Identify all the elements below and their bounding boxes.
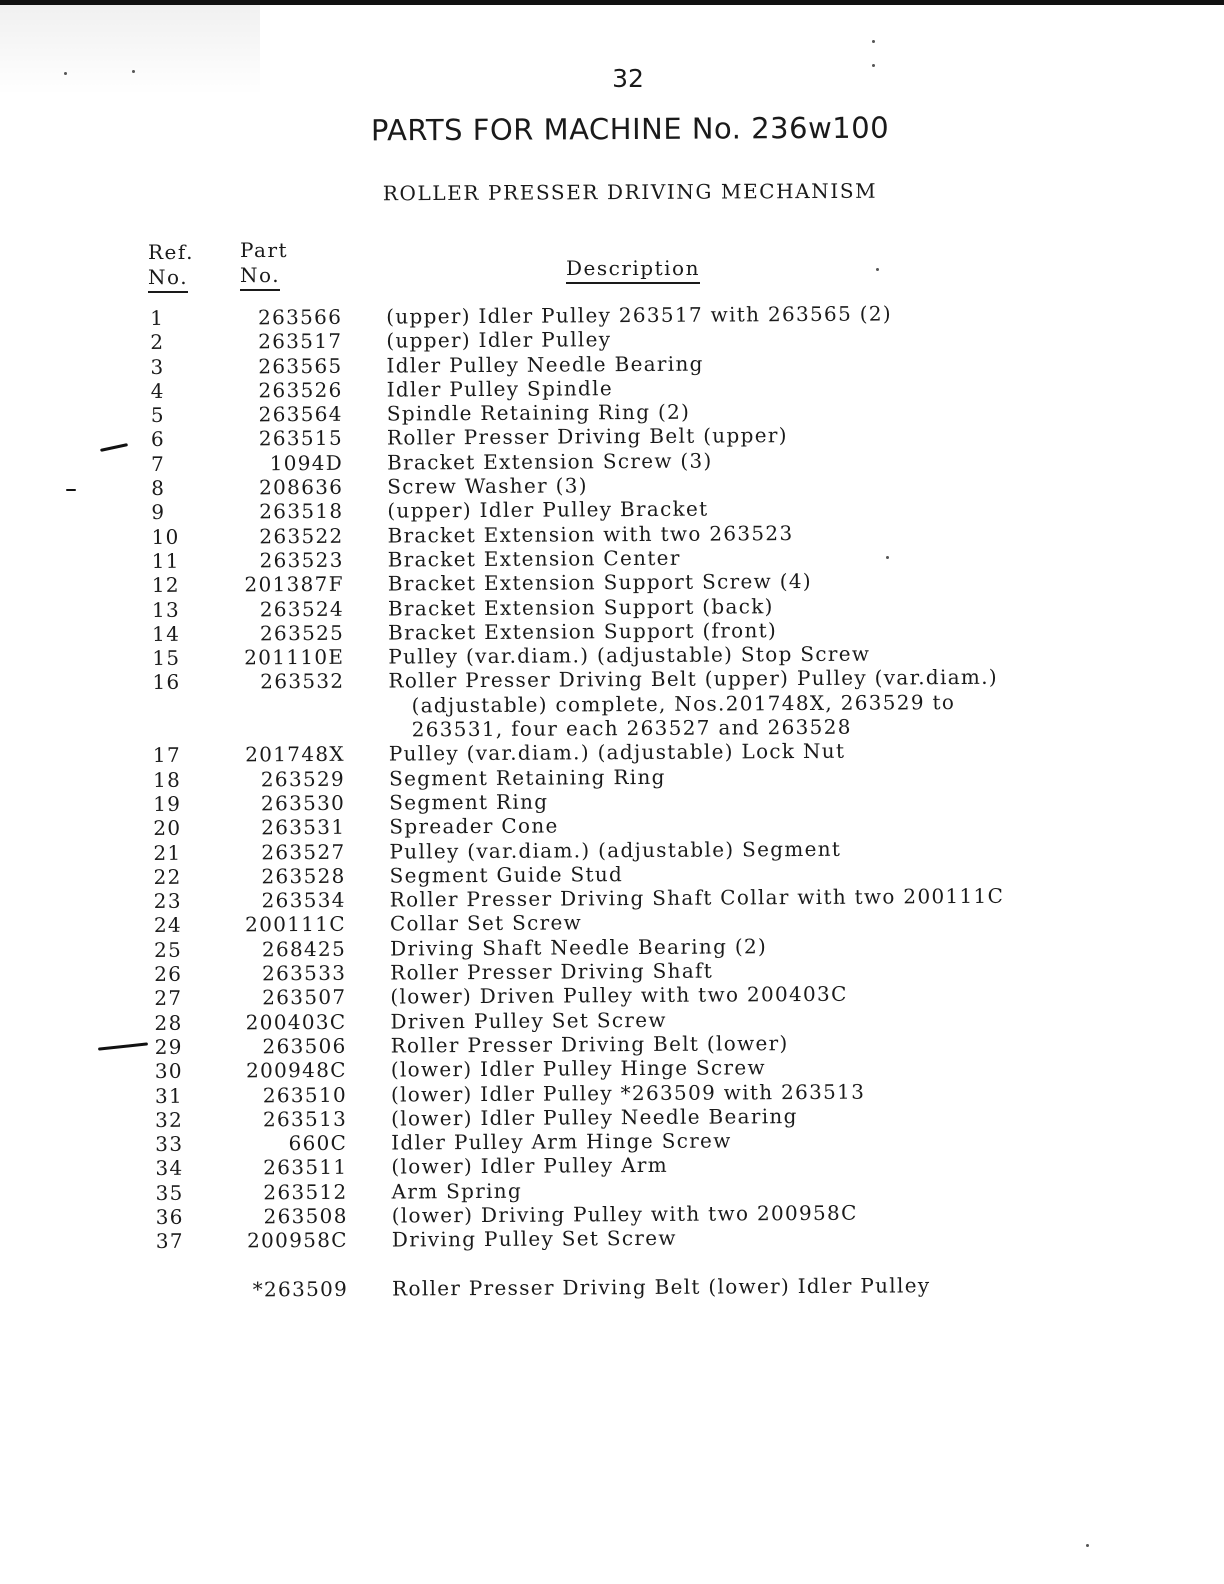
ref-number: 32 — [155, 1107, 184, 1132]
part-description: Driving Shaft Needle Bearing (2) — [389, 933, 768, 961]
part-description: Pulley (var.diam.) (adjustable) Segment — [389, 836, 842, 864]
ref-number: 18 — [152, 767, 182, 792]
part-description: Roller Presser Driving Shaft Collar with two 200111C — [389, 883, 1005, 912]
ref-number: 4 — [150, 378, 165, 403]
part-number: 263528 — [261, 863, 346, 889]
part-description: (lower) Driven Pulley with two 200403C — [390, 982, 848, 1009]
ref-number: 29 — [154, 1034, 183, 1059]
part-description: Driving Pulley Set Screw — [391, 1226, 677, 1252]
part-description: Screw Washer (3) — [387, 473, 588, 499]
ref-number: 15 — [152, 645, 181, 671]
part-number: 263512 — [263, 1179, 348, 1205]
part-number: 263525 — [259, 620, 345, 646]
part-description: Driven Pulley Set Screw — [390, 1007, 667, 1034]
part-no-header — [240, 238, 288, 291]
part-number: 263564 — [258, 402, 343, 427]
scan-speck — [872, 40, 875, 43]
footnote-part-number: *263509 — [252, 1276, 349, 1301]
part-description: Bracket Extension Support (front) — [388, 618, 778, 645]
part-number: 263506 — [262, 1033, 347, 1059]
part-description: Spindle Retaining Ring (2) — [386, 399, 691, 426]
part-description: Idler Pulley Arm Hinge Screw — [391, 1128, 732, 1155]
part-number: 263518 — [259, 499, 344, 524]
part-description: Bracket Extension with two 263523 — [387, 520, 794, 548]
part-number: 263510 — [262, 1082, 348, 1107]
ref-number: 3 — [150, 354, 165, 379]
ref-no-header — [148, 240, 194, 293]
footnote-row — [4, 1271, 1224, 1303]
scan-speck — [1086, 1544, 1089, 1547]
part-number: 263508 — [263, 1203, 348, 1229]
part-number: 200403C — [245, 1009, 347, 1035]
part-number: 263507 — [262, 985, 347, 1010]
part-description: Bracket Extension Screw (3) — [387, 448, 713, 475]
part-number: 263533 — [261, 960, 347, 986]
page-number: 32 — [612, 64, 644, 93]
part-number: 201110E — [244, 644, 345, 670]
part-description: Bracket Extension Support (back) — [387, 593, 774, 621]
part-description: Idler Pulley Needle Bearing — [386, 351, 704, 378]
ref-number: 30 — [154, 1059, 183, 1084]
part-description: Spreader Cone — [389, 813, 559, 839]
ref-number: 13 — [151, 597, 181, 622]
part-number: 208636 — [259, 474, 344, 500]
ref-header-line1: Ref. — [148, 240, 194, 264]
part-header-line2: No. — [240, 263, 280, 291]
ref-number: 22 — [153, 864, 182, 889]
parts-row — [0, 664, 1224, 744]
scan-speck — [132, 70, 135, 73]
ref-number: 27 — [154, 986, 183, 1011]
part-description: Bracket Extension Support Screw (4) — [387, 569, 812, 596]
ref-number: 20 — [153, 816, 182, 841]
part-number: 200111C — [245, 912, 346, 937]
part-description: Segment Guide Stud — [389, 861, 624, 888]
ref-number: 8 — [151, 475, 166, 501]
description-header: Description — [566, 256, 700, 284]
part-description: Roller Presser Driving Belt (upper) — [386, 423, 788, 451]
ref-number: 35 — [155, 1180, 184, 1205]
part-description: (upper) Idler Pulley Bracket — [387, 496, 709, 523]
part-number: 263522 — [259, 523, 344, 549]
ref-number: 2 — [150, 330, 165, 355]
ref-number: 26 — [154, 961, 183, 986]
parts-list — [0, 299, 1224, 1302]
part-description: Segment Retaining Ring — [388, 764, 666, 791]
ref-number: 17 — [152, 743, 182, 768]
ref-number: 14 — [152, 621, 181, 646]
part-description: (upper) Idler Pulley — [386, 327, 612, 353]
scan-smudge — [0, 5, 260, 95]
part-number: 263511 — [263, 1155, 348, 1180]
part-number: 263566 — [257, 304, 343, 330]
part-description: Idler Pulley Spindle — [386, 376, 614, 402]
ref-number: 5 — [150, 403, 165, 428]
ref-number: 33 — [155, 1131, 184, 1157]
footnote-description: Roller Presser Driving Belt (lower) Idler Pulley — [392, 1272, 931, 1301]
part-number: 263517 — [258, 329, 343, 354]
part-number: 200958C — [247, 1228, 348, 1253]
part-description: Arm Spring — [391, 1178, 523, 1204]
part-description: Pulley (var.diam.) (adjustable) Stop Screw — [388, 641, 871, 669]
part-number: 263531 — [261, 815, 346, 840]
part-description: Roller Presser Driving Shaft — [390, 958, 714, 985]
page-title: PARTS FOR MACHINE No. 236w100 — [370, 110, 890, 148]
ref-number: 21 — [153, 840, 182, 865]
part-number: 263526 — [258, 377, 343, 403]
part-number: 200948C — [245, 1058, 347, 1083]
part-description: (lower) Idler Pulley Arm — [391, 1153, 669, 1179]
part-number: 263513 — [262, 1106, 348, 1132]
part-number: 201748X — [245, 742, 345, 767]
part-description: Collar Set Screw — [389, 910, 583, 936]
part-number: 263532 — [260, 669, 345, 694]
section-title: ROLLER PRESSER DRIVING MECHANISM — [382, 178, 878, 206]
part-number: 263530 — [260, 790, 346, 816]
part-number: 263524 — [259, 596, 345, 621]
part-number: 263515 — [258, 426, 344, 451]
part-description: (lower) Driving Pulley with two 200958C — [391, 1200, 858, 1228]
ref-number: 37 — [155, 1229, 184, 1254]
ref-number: 7 — [151, 451, 166, 476]
part-header-line1: Part — [240, 238, 289, 262]
ref-number: 19 — [153, 791, 182, 816]
part-number: 263527 — [261, 839, 346, 864]
part-number: 201387F — [244, 572, 344, 597]
ref-number: 23 — [153, 888, 182, 914]
part-description: (lower) Idler Pulley *263509 with 263513 — [390, 1079, 866, 1107]
ref-number: 34 — [155, 1156, 184, 1181]
ref-number: 1 — [150, 305, 165, 330]
ref-header-line2: No. — [148, 265, 188, 293]
part-number: 263565 — [258, 353, 343, 378]
part-description: (lower) Idler Pulley Needle Bearing — [391, 1103, 798, 1131]
part-description: (upper) Idler Pulley 263517 with 263565 (2) — [386, 301, 893, 329]
part-number: 263529 — [260, 766, 346, 791]
ref-number: 36 — [155, 1204, 184, 1229]
ref-number: 31 — [154, 1083, 184, 1108]
part-description: Roller Presser Driving Belt (upper) Pulley (var.diam.) (adjustable) complete, Nos.201748X, 263529 to 263531, four each 263527 and 263528 — [388, 665, 998, 742]
scan-speck — [872, 64, 875, 67]
ref-number: 24 — [153, 913, 183, 938]
part-number: 263534 — [261, 887, 346, 913]
part-number: 263523 — [259, 547, 344, 573]
ref-number: 16 — [152, 670, 181, 695]
part-description: Segment Ring — [389, 789, 549, 815]
ref-number: 9 — [151, 500, 166, 525]
scan-speck — [876, 268, 879, 271]
part-description: (lower) Idler Pulley Hinge Screw — [390, 1055, 766, 1082]
part-description: Bracket Extension Center — [387, 545, 681, 572]
part-number: 1094D — [269, 450, 344, 476]
ref-number: 10 — [151, 524, 180, 549]
part-description: Roller Presser Driving Belt (lower) — [390, 1031, 789, 1058]
part-number: 660C — [288, 1130, 348, 1156]
ref-number: 28 — [154, 1010, 183, 1035]
ref-number: 11 — [151, 548, 180, 573]
scan-speck — [64, 72, 67, 75]
ref-number: 12 — [151, 573, 180, 598]
ref-number: 25 — [153, 937, 183, 962]
part-description: Pulley (var.diam.) (adjustable) Lock Nut — [388, 739, 846, 766]
ref-number: 6 — [150, 427, 166, 452]
part-number: 268425 — [261, 936, 347, 962]
